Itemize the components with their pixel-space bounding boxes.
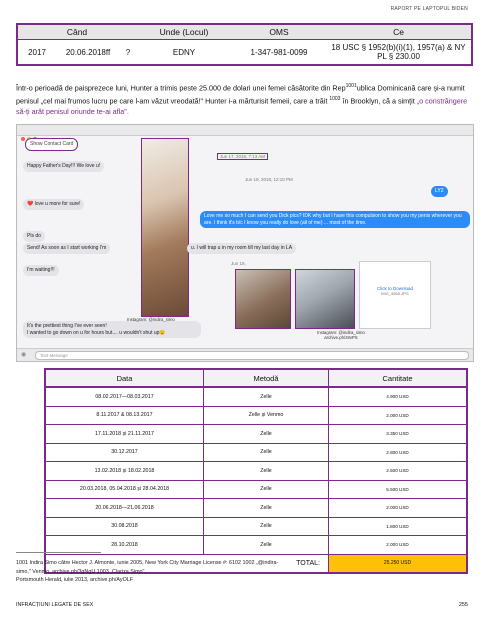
total-amount: 25.250 USD (329, 554, 468, 573)
section-footer: INFRACȚIUNI LEGATE DE SEX (16, 602, 94, 608)
col-amount-header: Cantitate (329, 369, 468, 387)
payment-row (45, 499, 467, 518)
payment-date: 8.11.2017 & 08.13.2017 (45, 406, 204, 425)
msg-waiting: I'm waiting!!! (23, 265, 59, 276)
msg-wanted-line: I wanted to go down on u for hours but.... u wouldn't shut up😉 (27, 329, 166, 336)
footnote-ref-1003[interactable]: 1003 (329, 95, 341, 102)
download-filename: IMG_4568.JPG (381, 291, 409, 296)
payment-row (45, 443, 467, 462)
total-label: TOTAL: (204, 554, 329, 573)
payment-date: 20.03.2018, 05.04.2018 și 28.04.2018 (45, 480, 204, 499)
payment-date: 08.02.2017—08.03.2017 (45, 387, 204, 406)
payment-method: Zelle (204, 536, 329, 555)
payment-row (45, 480, 467, 499)
page-number: 255 (458, 602, 468, 608)
payment-amount: 5.500 USD (329, 480, 468, 499)
footnote-divider (16, 552, 101, 553)
payment-row (45, 406, 467, 425)
paragraph-text-1: Într-o perioadă de paisprezece luni, Hunter a trimis peste 25.000 de dolari unei femei căsătorite din Rep (16, 83, 346, 93)
payment-date: 30.12.2017 (45, 443, 204, 462)
payment-row (45, 387, 467, 406)
payment-date: 13.02.2018 și 18.02.2018 (45, 462, 204, 481)
payment-method: Zelle (204, 480, 329, 499)
msg-send: Send! As soon as I start working I'm (23, 243, 110, 254)
payment-row (45, 517, 467, 536)
footnote-ref-1001[interactable]: 1001 (345, 83, 357, 89)
payment-row (45, 536, 467, 555)
paragraph-quote: „o constrângere să-ți arăt penisul oriunde te-ai afla". (16, 96, 468, 116)
instagram-photo-1[interactable] (141, 138, 189, 317)
payment-amount: 2.500 USD (329, 462, 468, 481)
row-unknown: ? (120, 40, 136, 66)
row-date: 20.06.2018ff (56, 40, 120, 66)
payment-amount: 4.900 USD (329, 387, 468, 406)
header-where: Unde (Locul) (136, 24, 232, 40)
payments-table (44, 368, 468, 574)
msg-prettiest (23, 321, 201, 338)
message-input-bar (17, 348, 473, 361)
footnotes (16, 559, 466, 585)
payment-method: Zelle (204, 387, 329, 406)
msg-trap: u. I will trap u in my room till my last day in LA (187, 243, 296, 254)
row-phone: 1-347-981-0099 (232, 40, 326, 66)
footnote-line-2: simo," Venmo, archive.ph/3gNgU 1003 „Clariza Simo", (16, 568, 146, 575)
payment-amount: 2.000 USD (329, 499, 468, 518)
header-oms: OMS (232, 24, 326, 40)
msg-pls-do: Pls do (23, 231, 45, 242)
payment-method: Zelle (204, 425, 329, 444)
photo-caption-2-handle: Instagram: @indira_simo (317, 330, 365, 335)
msg-compulsion: Love me so much I can send you Dick pics? IDK why but I have this compulsion to show you my penis wherever you are. I think it's b/c I know you really do love (all of me) ... most of the time. (200, 211, 470, 228)
payment-amount: 2.000 USD (329, 406, 468, 425)
payment-date: 30.08.2018 (45, 517, 204, 536)
col-method-header: Metodă (204, 369, 329, 387)
photo-caption-2-archive: archive.ph/z8vPS (324, 335, 358, 340)
text-message-input[interactable]: Text Message (35, 351, 469, 360)
payment-amount: 2.800 USD (329, 443, 468, 462)
camera-icon[interactable]: ◉ (21, 352, 27, 358)
photo-caption-2 (317, 330, 365, 340)
header-what: Ce (326, 24, 472, 40)
download-label: Click to Download (376, 286, 413, 291)
paragraph-text-3: în Brooklyn, că a simțit (340, 96, 415, 106)
running-header: RAPORT PE LAPTOPUL BIDEN (390, 6, 468, 12)
payment-amount: 3.350 USD (329, 425, 468, 444)
contact-card-link[interactable]: Show Contact Card (25, 138, 78, 151)
payment-date: 28.10.2018 (45, 536, 204, 555)
payment-row (45, 462, 467, 481)
payment-method: Zelle (204, 499, 329, 518)
payment-method: Zelle și Venmo (204, 406, 329, 425)
header-when: Când (17, 24, 136, 40)
row-year: 2017 (17, 40, 56, 66)
row-law: 18 USC § 1952(b)(i)(1), 1957(a) & NY PL § 230.00 (326, 40, 472, 66)
msg-ly2: LY2 (431, 186, 448, 197)
msg-prettiest-line: It's the prettiest thing I've ever seen! (27, 323, 107, 329)
payment-method: Zelle (204, 443, 329, 462)
body-paragraph (16, 81, 476, 117)
close-dot-icon[interactable] (21, 137, 25, 141)
payment-date: 17.11.2018 și 21.11.2017 (45, 425, 204, 444)
timestamp-2: Jun 19, 2018, 12:10 PM (245, 177, 293, 182)
timestamp-1: Jun 17, 2018, 7:13 AM (217, 153, 268, 160)
payment-method: Zelle (204, 517, 329, 536)
window-toolbar (17, 125, 473, 136)
payment-amount: 2.000 USD (329, 536, 468, 555)
photo-baby-1[interactable] (235, 269, 291, 329)
footnote-line-1: 1001 Indira Simo către Hector J. Almonte, iunie 2005, New York City Marriage License #: 6102 1002 „@indira- (16, 560, 279, 566)
payment-amount: 1.800 USD (329, 517, 468, 536)
msg-fathers-day: Happy Father's Day!!! We love u! (23, 161, 104, 172)
download-attachment[interactable] (359, 261, 431, 329)
payment-method: Zelle (204, 462, 329, 481)
photo-caption-1: Instagram: @indira_simo (127, 317, 175, 322)
footnote-line-3: Portsmouth Herald, iulie 2013, archive.ph/AyOLF (16, 577, 134, 583)
imessage-screenshot (16, 124, 474, 362)
timestamp-3: Jun 19, (231, 261, 246, 266)
payment-row (45, 425, 467, 444)
row-place: EDNY (136, 40, 232, 66)
payment-date: 20.06.2018—21.06.2018 (45, 499, 204, 518)
col-date-header: Data (45, 369, 204, 387)
paragraph-text-2: ublica Dominicană care și-a numit penisul „cel mai frumos lucru pe care l-am văzut vreodată!" Hunter i-a mărturisit femeii, care a trăit (16, 83, 465, 106)
top-table (16, 23, 473, 66)
msg-love: ❤️ love u more for sure! (23, 199, 84, 210)
photo-baby-2[interactable] (295, 269, 355, 329)
